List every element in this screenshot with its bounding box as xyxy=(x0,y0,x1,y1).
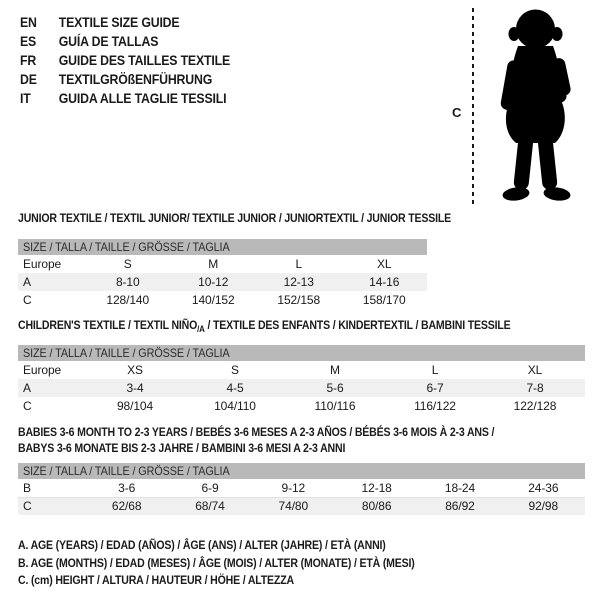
size-header-text: SIZE / TALLA / TAILLE / GRÖSSE / TAGLIA xyxy=(23,464,230,478)
guide-title-text: TEXTILGRÖßENFÜHRUNG xyxy=(58,71,213,87)
row-label: C xyxy=(23,399,32,413)
table-cell: S xyxy=(231,363,239,377)
junior-size-table xyxy=(18,239,427,309)
table-row-height xyxy=(18,397,585,415)
children-size-table xyxy=(18,345,585,415)
table-cell: 18-24 xyxy=(444,481,476,495)
size-header-bar xyxy=(18,463,585,479)
table-cell: 24-36 xyxy=(528,481,559,495)
language-code: ES xyxy=(20,33,37,49)
table-row-europe xyxy=(18,361,585,379)
row-label: A xyxy=(23,381,31,395)
table-cell: S xyxy=(123,257,132,271)
table-cell: 128/140 xyxy=(106,293,150,307)
table-cell: 158/170 xyxy=(362,293,406,307)
table-cell: 62/68 xyxy=(111,499,142,513)
table-cell: 86/92 xyxy=(445,499,475,513)
row-label: Europe xyxy=(23,257,62,271)
table-cell: 74/80 xyxy=(278,499,309,513)
table-cell: 68/74 xyxy=(195,499,225,513)
children-table-title-sub: /A xyxy=(197,324,205,334)
language-row xyxy=(20,89,230,108)
guide-title-text: GUIDE DES TAILLES TEXTILE xyxy=(58,52,231,68)
size-header-text: SIZE / TALLA / TAILLE / GRÖSSE / TAGLIA xyxy=(23,346,230,360)
language-code: FR xyxy=(20,52,37,68)
children-table-title-main: CHILDREN'S TEXTILE / TEXTIL NIÑO xyxy=(18,318,198,332)
footnote-legend xyxy=(18,537,415,590)
table-cell: 140/152 xyxy=(191,293,235,307)
table-cell: XS xyxy=(127,363,143,377)
table-row-height xyxy=(18,497,585,515)
language-row xyxy=(20,32,230,51)
size-header-bar xyxy=(18,239,427,255)
table-cell: 9-12 xyxy=(281,481,306,495)
guide-title-text: GUÍA DE TALLAS xyxy=(58,33,159,49)
language-row xyxy=(20,70,230,89)
table-cell: 110/116 xyxy=(314,399,356,413)
table-cell: 6-9 xyxy=(201,481,219,495)
toddler-silhouette-icon xyxy=(480,4,592,208)
junior-table-title: JUNIOR TEXTILE / TEXTIL JUNIOR/ TEXTILE JUNIOR / JUNIORTEXTIL / JUNIOR TESSILE xyxy=(18,211,451,225)
table-cell: L xyxy=(295,257,303,271)
table-cell: M xyxy=(208,257,219,271)
table-cell: L xyxy=(431,363,439,377)
babies-table-title-line1: BABIES 3-6 MONTH TO 2-3 YEARS / BEBÉS 3-6 MESES A 2-3 AÑOS / BÉBÉS 3-6 MOIS À 2-3 ANS / xyxy=(18,425,495,439)
table-cell: 98/104 xyxy=(116,399,154,413)
table-cell: 3-6 xyxy=(118,481,136,495)
children-table-title xyxy=(18,317,511,337)
table-cell: XL xyxy=(377,257,392,271)
babies-size-table xyxy=(18,463,585,515)
table-cell: 7-8 xyxy=(526,381,544,395)
table-cell: 3-4 xyxy=(126,381,144,395)
footnote-c: C. (cm) HEIGHT / ALTURA / HAUTEUR / HÖHE / ALTEZZA xyxy=(18,573,294,587)
size-header-text: SIZE / TALLA / TAILLE / GRÖSSE / TAGLIA xyxy=(23,240,230,254)
size-header-bar xyxy=(18,345,585,361)
babies-table-title xyxy=(18,424,494,456)
table-cell: M xyxy=(330,363,340,377)
footnote-a: A. AGE (YEARS) / EDAD (AÑOS) / ÂGE (ANS) / ALTER (JAHRE) / ETÀ (ANNI) xyxy=(18,538,386,552)
table-cell: 14-16 xyxy=(369,275,400,289)
language-code: DE xyxy=(20,71,37,87)
height-measure-label: C xyxy=(452,105,462,120)
table-cell: 122/128 xyxy=(513,399,557,413)
babies-table-title-line2: BABYS 3-6 MONATE BIS 2-3 JAHRE / BAMBINI 3-6 MESI A 2-3 ANNI xyxy=(18,441,346,455)
table-row-height xyxy=(18,291,427,309)
table-cell: 152/158 xyxy=(277,293,321,307)
table-cell: 92/98 xyxy=(528,499,559,513)
table-cell: 6-7 xyxy=(426,381,444,395)
table-row-age xyxy=(18,273,427,291)
children-table-title-rest: / TEXTILE DES ENFANTS / KINDERTEXTIL / BAMBINI TESSILE xyxy=(204,318,511,332)
table-cell: 5-6 xyxy=(326,381,344,395)
guide-title-text: GUIDA ALLE TAGLIE TESSILI xyxy=(58,90,227,106)
table-cell: 80/86 xyxy=(361,499,392,513)
language-code: EN xyxy=(20,14,37,30)
table-cell: 8-10 xyxy=(115,275,140,289)
table-cell: 12-18 xyxy=(361,481,392,495)
table-cell: 116/122 xyxy=(414,399,456,413)
language-row xyxy=(20,51,230,70)
table-cell: 10-12 xyxy=(198,275,229,289)
row-label: C xyxy=(23,293,32,307)
height-measure-dashed-line xyxy=(472,8,474,207)
row-label: C xyxy=(23,499,32,513)
table-cell: XL xyxy=(527,363,543,377)
row-label: B xyxy=(23,481,31,495)
table-cell: 104/110 xyxy=(214,399,256,413)
language-title-list xyxy=(20,13,230,108)
row-label: Europe xyxy=(23,363,62,377)
row-label: A xyxy=(23,275,31,289)
language-row xyxy=(20,13,230,32)
footnote-b: B. AGE (MONTHS) / EDAD (MESES) / ÂGE (MOIS) / ALTER (MONATE) / ETÀ (MESI) xyxy=(18,555,415,570)
table-cell: 12-13 xyxy=(283,275,314,289)
table-row-age xyxy=(18,379,585,397)
table-cell: 4-5 xyxy=(226,381,244,395)
table-row-months xyxy=(18,479,585,497)
guide-title-text: TEXTILE SIZE GUIDE xyxy=(58,14,180,30)
table-row-europe xyxy=(18,255,427,273)
language-code: IT xyxy=(20,90,31,106)
